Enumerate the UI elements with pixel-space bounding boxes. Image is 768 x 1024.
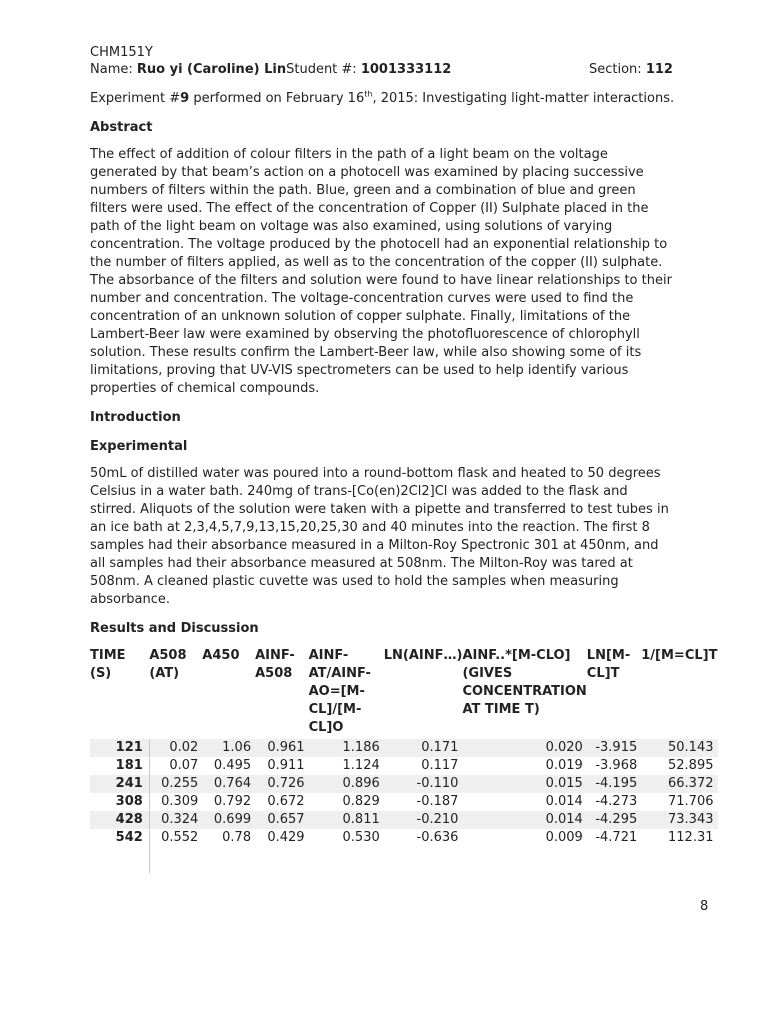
table-cell: 0.324 [149, 811, 202, 829]
table-cell: 0.896 [309, 775, 384, 793]
table-header: LN(AINF…) [383, 648, 463, 663]
table-cell: 71.706 [668, 794, 714, 809]
course-code: CHM151Y [90, 45, 153, 60]
empty-cell [587, 847, 641, 873]
time-cell: 241 [90, 775, 149, 793]
table-cell: 0.429 [267, 830, 305, 845]
table-header: AINF-AT/AINF-AO=[M-CL]/[M-CL]O [308, 648, 371, 735]
table-cell: 0.811 [309, 811, 384, 829]
table-cell: -3.915 [587, 739, 641, 757]
student-number: 1001333112 [360, 62, 452, 77]
table-cell: 0.792 [213, 794, 252, 809]
table-cell: 0.020 [462, 739, 586, 757]
table-cell: 0.530 [342, 830, 380, 845]
experiment-date: performed on February 16 [189, 91, 365, 106]
empty-cell [149, 847, 202, 873]
table-cell: 0.78 [222, 830, 252, 845]
abstract-text: The effect of addition of colour filters in the path of a light beam on the voltage generated by that beam’s action on a photocell was examined by placing successive numbers of filters within the path. Blue, green and a combination of blue and green filters were used. The effect of the concentration of Copper (II) Sulphate placed in the path of the light beam on voltage was also examined, using solutions of varying concentration. The voltage produced by the photocell had an exponential relationship to the number of filters applied, as well as to the concentration of the copper (II) sulphate. The absorbance of the filters and solution were found to have linear relationships to their number and concentration. The voltage-concentration curves were used to find the concentration of an unknown solution of copper sulphate. Finally, limitations of the Lambert-Beer law were examined by observing the photofluorescence of chlorophyll solution. These results confirm the Lambert-Beer law, while also showing some of its limitations, proving that UV-VIS spectrometers can be used to help identify various properties of chemical compounds. [90, 147, 672, 396]
date-ordinal: th [364, 89, 373, 99]
table-row [90, 739, 718, 757]
time-cell: 428 [90, 811, 149, 829]
table-cell: -0.636 [416, 830, 459, 845]
table-cell: 112.31 [668, 830, 714, 845]
name-label: Name: [90, 62, 133, 77]
time-cell: 181 [90, 757, 149, 775]
table-header: A508 (AT) [149, 648, 187, 681]
time-cell: 308 [90, 793, 149, 811]
table-cell: -3.968 [595, 758, 638, 773]
student-number-label: Student #: [286, 62, 357, 77]
table-header: AINF-A508 [255, 648, 295, 681]
table-cell: 0.911 [267, 758, 305, 773]
experimental-text: 50mL of distilled water was poured into a round-bottom flask and heated to 50 degrees Celsius in a water bath. 240mg of trans-[Co(en)2Cl2]Cl was added to the flask and stirred. Aliquots of the solution were taken with a pipette and transferred to test tubes in an ice bath at 2,3,4,5,7,9,13,15,20,25,30 and 40 minutes into the reaction. The first 8 samples had their absorbance measured in a Milton-Roy Spectronic 301 at 450nm, and all samples had their absorbance measured at 508nm. The Milton-Roy was tared at 508nm. A cleaned plastic cuvette was used to hold the samples when measuring absorbance. [90, 466, 669, 607]
table-cell: 50.143 [641, 739, 717, 757]
table-row [90, 757, 718, 775]
section-info [589, 62, 673, 77]
table-cell: 0.699 [202, 811, 255, 829]
empty-cell [90, 847, 149, 873]
table-cell: 0.672 [267, 794, 305, 809]
empty-cell [255, 847, 308, 873]
table-header: AINF..*[M-CLO] (GIVES CONCENTRATION AT TIME T) [462, 648, 587, 717]
document-body [90, 44, 718, 873]
table-body [90, 739, 718, 873]
table-cell: 0.07 [169, 758, 199, 773]
experiment-title [90, 90, 675, 108]
table-cell: 0.117 [421, 758, 459, 773]
experiment-prefix: Experiment # [90, 91, 181, 106]
section-number: 112 [645, 62, 673, 77]
page-number: 8 [700, 899, 709, 914]
table-cell: 1.124 [342, 758, 380, 773]
student-info-row [90, 62, 680, 80]
results-table [90, 647, 718, 873]
section-label: Section: [589, 62, 642, 77]
table-cell: 66.372 [641, 775, 717, 793]
table-cell: -4.273 [595, 794, 638, 809]
table-cell: -0.210 [384, 811, 463, 829]
table-cell: 0.015 [462, 775, 586, 793]
table-cell: 0.019 [545, 758, 583, 773]
table-cell: -0.187 [416, 794, 459, 809]
table-header: 1/[M=CL]T [641, 648, 718, 663]
table-cell: 0.014 [545, 794, 583, 809]
table-cell: -4.721 [595, 830, 638, 845]
experimental-heading: Experimental [90, 439, 188, 454]
experiment-subject: , 2015: Investigating light-matter interactions. [372, 91, 675, 106]
experiment-number: 9 [180, 91, 190, 106]
table-cell: 0.961 [255, 739, 308, 757]
table-cell: 1.186 [309, 739, 384, 757]
table-cell: 0.552 [161, 830, 199, 845]
table-row [90, 829, 718, 847]
table-cell: 1.06 [202, 739, 255, 757]
table-spacer-row [90, 847, 718, 873]
student-name: Ruo yi (Caroline) Lin [136, 62, 287, 77]
empty-cell [384, 847, 463, 873]
empty-cell [309, 847, 384, 873]
table-cell: 0.171 [384, 739, 463, 757]
results-heading: Results and Discussion [90, 621, 259, 636]
table-cell: 0.495 [213, 758, 252, 773]
table-cell: 0.009 [545, 830, 583, 845]
table-header: TIME (S) [90, 648, 126, 681]
table-row [90, 775, 718, 793]
abstract-heading: Abstract [90, 120, 153, 135]
table-cell: 52.895 [668, 758, 714, 773]
table-cell: 73.343 [641, 811, 717, 829]
table-cell: 0.657 [255, 811, 308, 829]
time-cell: 121 [90, 739, 149, 757]
table-header-row [90, 647, 718, 739]
table-row [90, 811, 718, 829]
empty-cell [641, 847, 717, 873]
table-row [90, 793, 718, 811]
introduction-heading: Introduction [90, 410, 181, 425]
table-cell: 0.255 [149, 775, 202, 793]
table-header: A450 [202, 648, 240, 663]
time-cell: 542 [90, 829, 149, 847]
table-cell: 0.829 [342, 794, 380, 809]
empty-cell [462, 847, 586, 873]
table-header: LN[M-CL]T [586, 648, 631, 681]
table-cell: 0.309 [161, 794, 199, 809]
table-cell: -4.195 [587, 775, 641, 793]
table-cell: 0.764 [202, 775, 255, 793]
table-cell: -4.295 [587, 811, 641, 829]
table-cell: -0.110 [384, 775, 463, 793]
table-cell: 0.726 [255, 775, 308, 793]
table-cell: 0.02 [149, 739, 202, 757]
empty-cell [202, 847, 255, 873]
table-cell: 0.014 [462, 811, 586, 829]
